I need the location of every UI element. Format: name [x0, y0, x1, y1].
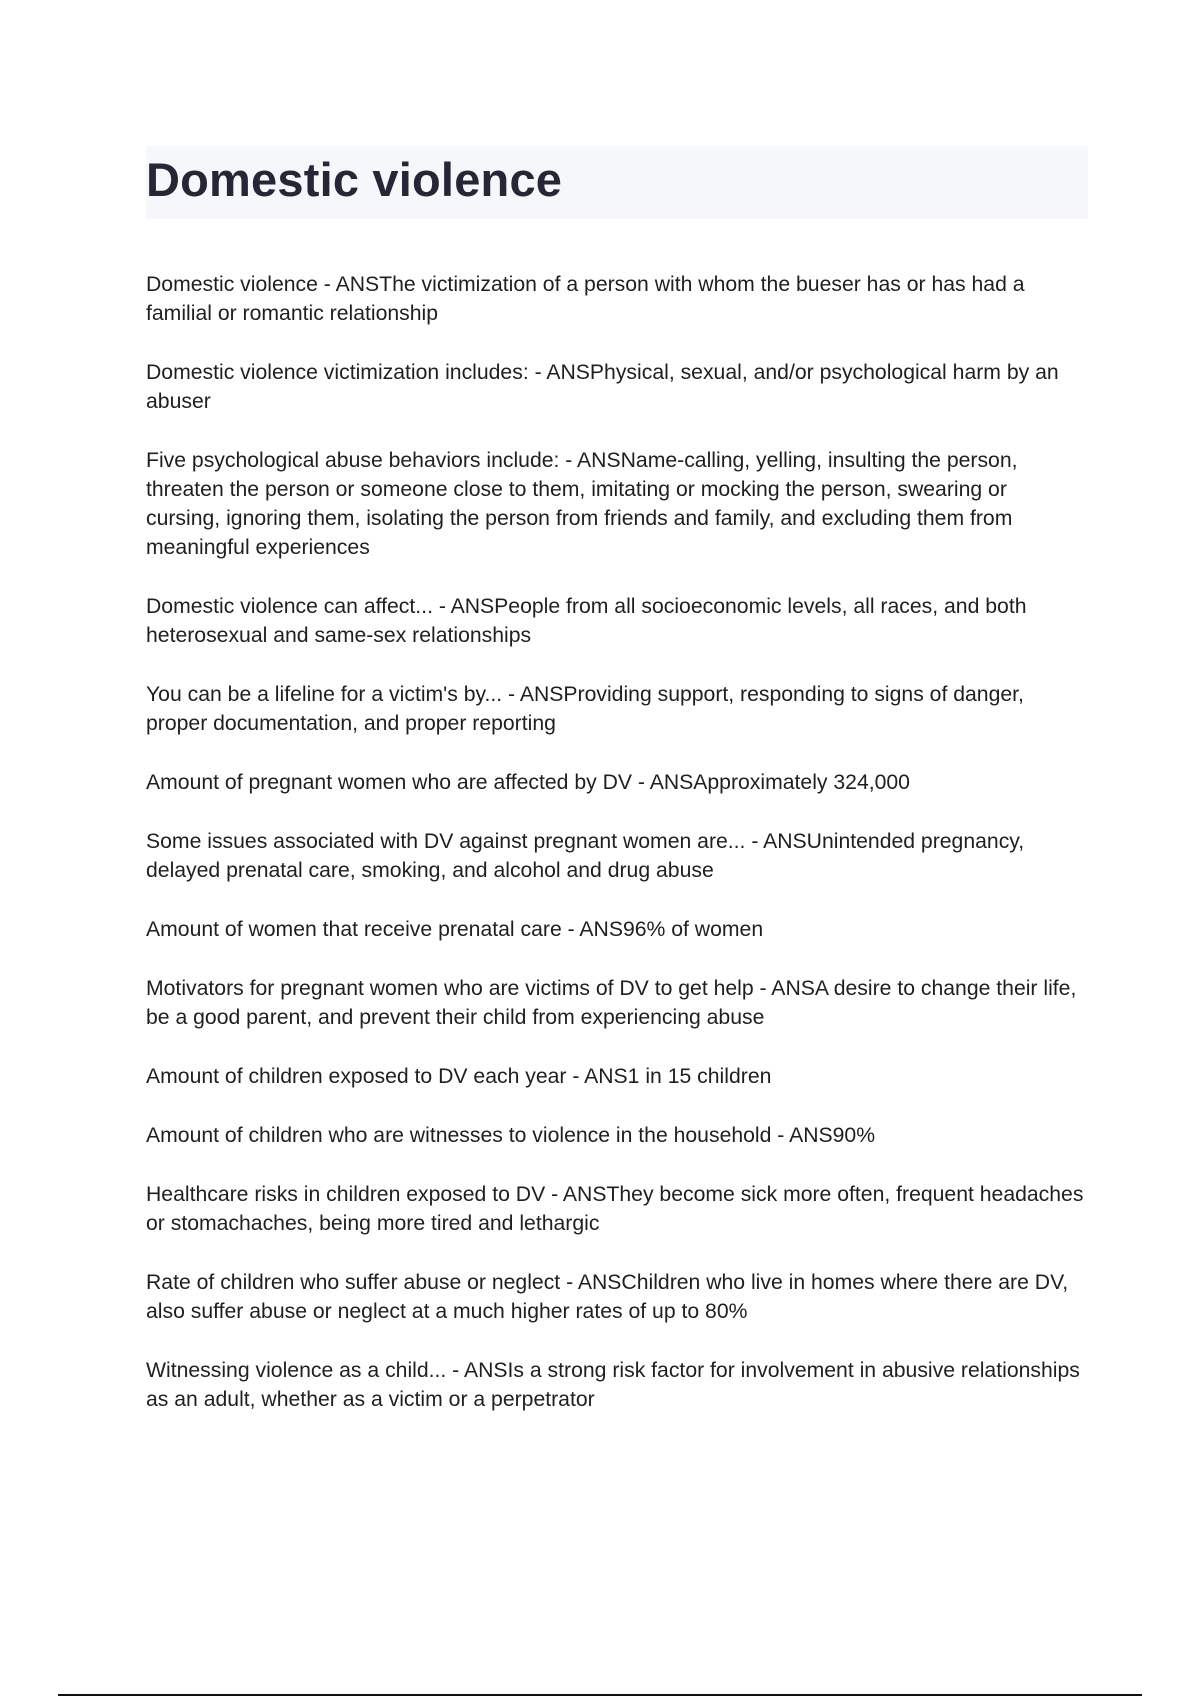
qa-item: Amount of pregnant women who are affected by DV - ANSApproximately 324,000 — [146, 771, 910, 794]
qa-item: Some issues associated with DV against pregnant women are... - ANSUnintended pregnancy, delayed prenatal care, smoking, and alcohol and drug abuse — [146, 830, 1025, 882]
footer-divider — [58, 1694, 1142, 1696]
title-band — [146, 146, 1088, 219]
qa-item: Amount of women that receive prenatal care - ANS96% of women — [146, 918, 764, 941]
qa-item: Domestic violence - ANSThe victimization of a person with whom the bueser has or has had a familial or romantic relationship — [146, 273, 1025, 325]
qa-item: Witnessing violence as a child... - ANSIs a strong risk factor for involvement in abusive relationships as an adult, whether as a victim or a perpetrator — [146, 1359, 1080, 1411]
qa-item: Rate of children who suffer abuse or neglect - ANSChildren who live in homes where there are DV, also suffer abuse or neglect at a much higher rates of up to 80% — [146, 1271, 1069, 1323]
qa-item: Domestic violence can affect... - ANSPeople from all socioeconomic levels, all races, and both heterosexual and same-sex relationships — [146, 595, 1027, 647]
qa-item: You can be a lifeline for a victim's by... - ANSProviding support, responding to signs of danger, proper documentation, and proper reporting — [146, 683, 1024, 735]
page-title: Domestic violence — [146, 153, 563, 206]
qa-item: Healthcare risks in children exposed to DV - ANSThey become sick more often, frequent headaches or stomachaches, being more tired and lethargic — [146, 1183, 1084, 1235]
qa-item: Amount of children exposed to DV each year - ANS1 in 15 children — [146, 1065, 772, 1088]
qa-list — [146, 270, 1086, 1444]
qa-item: Motivators for pregnant women who are victims of DV to get help - ANSA desire to change their life, be a good parent, and prevent their child from experiencing abuse — [146, 977, 1077, 1029]
qa-item: Amount of children who are witnesses to violence in the household - ANS90% — [146, 1124, 876, 1147]
qa-item: Domestic violence victimization includes: - ANSPhysical, sexual, and/or psychological harm by an abuser — [146, 361, 1059, 413]
qa-item: Five psychological abuse behaviors include: - ANSName-calling, yelling, insulting the person, threaten the person or someone close to them, imitating or mocking the person, swearing or cursing, ignoring them, isolating the person from friends and family, and excluding them from meaningful experiences — [146, 449, 1018, 559]
